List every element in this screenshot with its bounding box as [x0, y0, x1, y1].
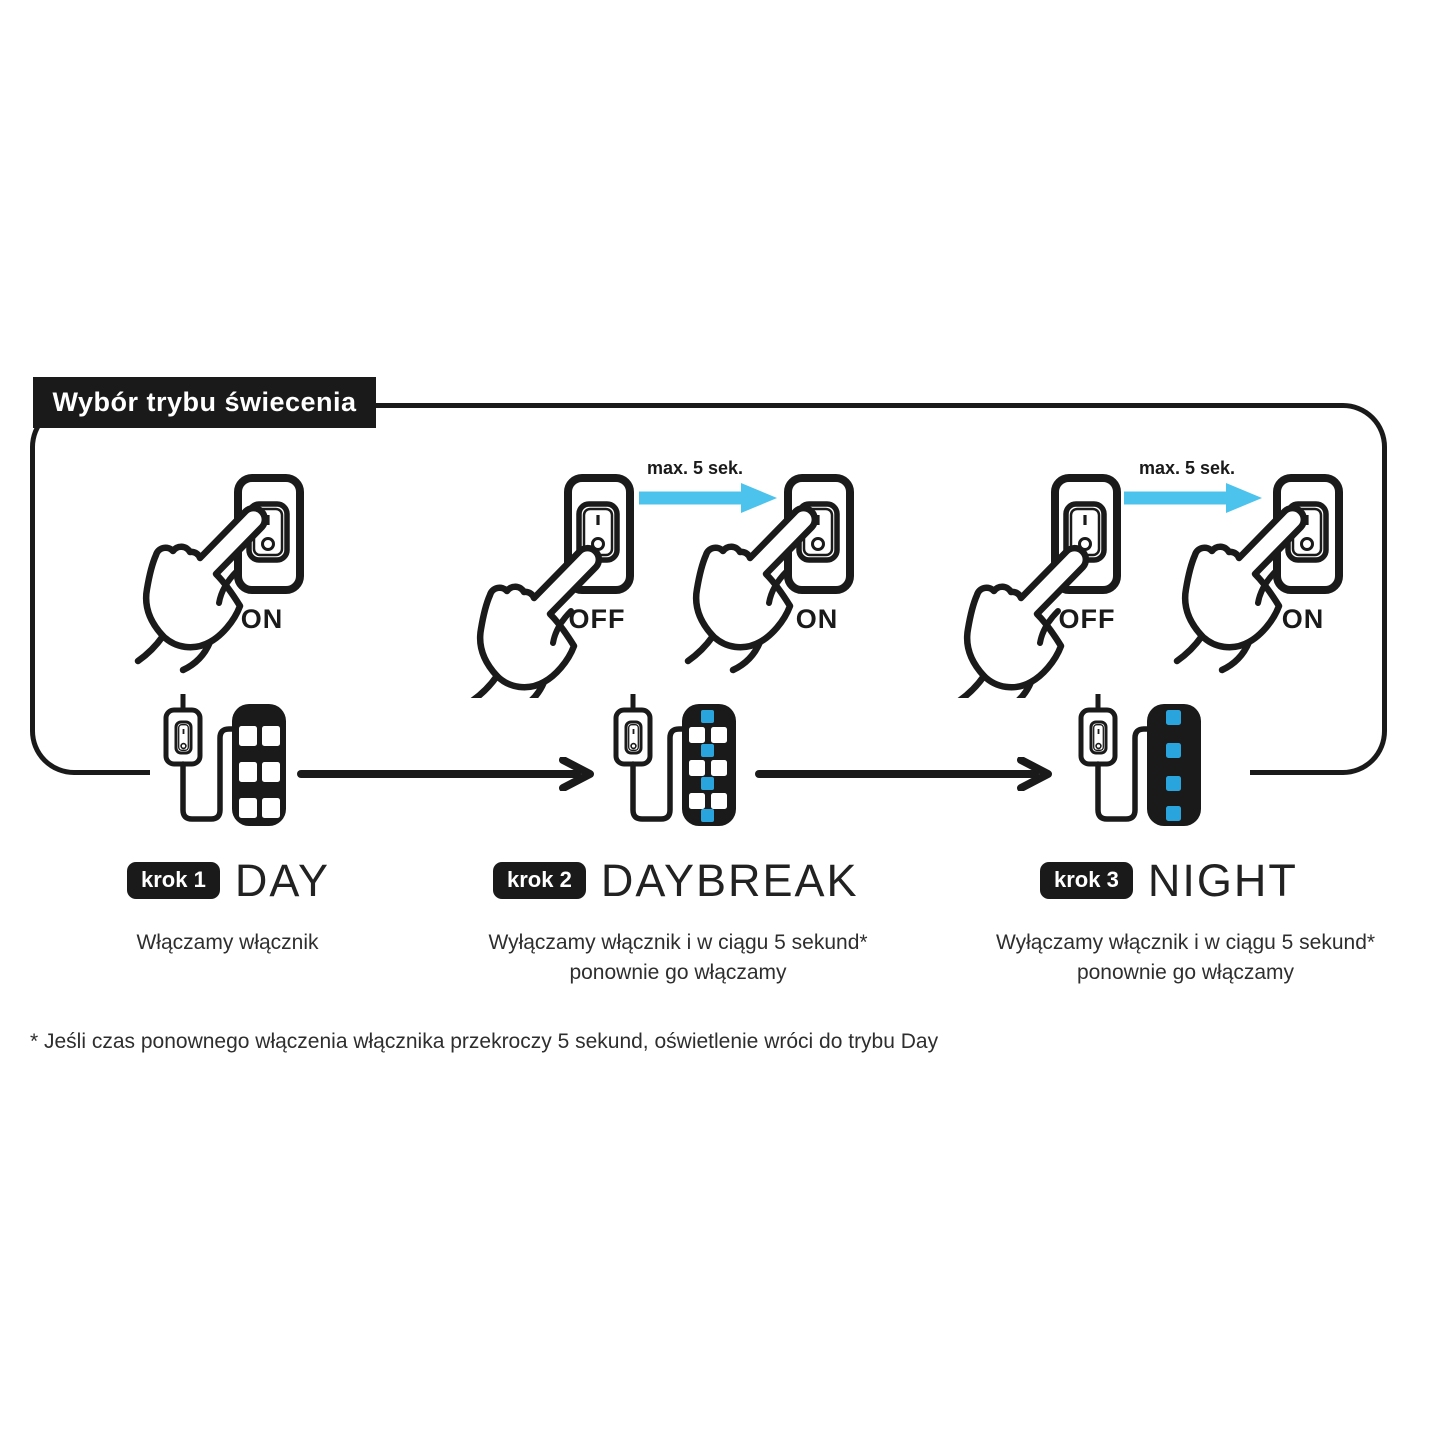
step3-on-label: ON	[1281, 604, 1325, 634]
step2-description-line2: ponownie go włączamy	[569, 961, 787, 984]
step3-description-line1: Wyłączamy włącznik i w ciągu 5 sekund*	[995, 931, 1376, 954]
step3-badge: krok 3	[1040, 862, 1133, 898]
step1-description-line1: Włączamy włącznik	[136, 931, 319, 954]
step3-off-label: OFF	[1058, 604, 1116, 634]
inline-switch-and-cable-icon	[1081, 694, 1201, 826]
step2-off-label: OFF	[568, 604, 626, 634]
step3-heading	[1040, 855, 1298, 906]
step2-badge: krok 2	[493, 862, 586, 898]
step2-on-label: ON	[795, 604, 839, 634]
step1-badge: krok 1	[127, 862, 220, 898]
step3-switch-on-icon	[1155, 458, 1395, 698]
step3-description-line2: ponownie go włączamy	[1076, 961, 1295, 984]
step2-mode-name: DAYBREAK	[600, 855, 859, 906]
step2-heading	[493, 855, 859, 906]
step2-arrow-label: max. 5 sek.	[646, 458, 744, 478]
step3-arrow-label: max. 5 sek.	[1138, 458, 1236, 478]
step1-to-step2-arrow-icon	[295, 757, 605, 791]
step2-description	[478, 928, 878, 988]
footnote: * Jeśli czas ponownego włączenia włącznika przekroczy 5 sekund, oświetlenie wróci do trybu Day	[30, 1030, 939, 1053]
step1-mode-name: DAY	[234, 855, 331, 906]
section-title: Wybór trybu świecenia	[52, 387, 357, 417]
section-title-box	[33, 377, 376, 428]
step2-to-step3-arrow-icon	[753, 757, 1063, 791]
step1-switch-on-icon	[116, 458, 356, 698]
led-lamp-day-icon	[140, 688, 290, 838]
step2-description-line1: Wyłączamy włącznik i w ciągu 5 sekund*	[488, 931, 868, 954]
step3-mode-name: NIGHT	[1147, 855, 1298, 906]
step2-switch-on-icon	[666, 458, 906, 698]
led-lamp-night-icon	[1055, 688, 1205, 838]
step1-on-label: ON	[240, 604, 284, 634]
step1-description	[45, 928, 410, 958]
led-lamp-daybreak-icon	[590, 688, 740, 838]
step1-heading	[127, 855, 331, 906]
step3-description	[973, 928, 1398, 988]
